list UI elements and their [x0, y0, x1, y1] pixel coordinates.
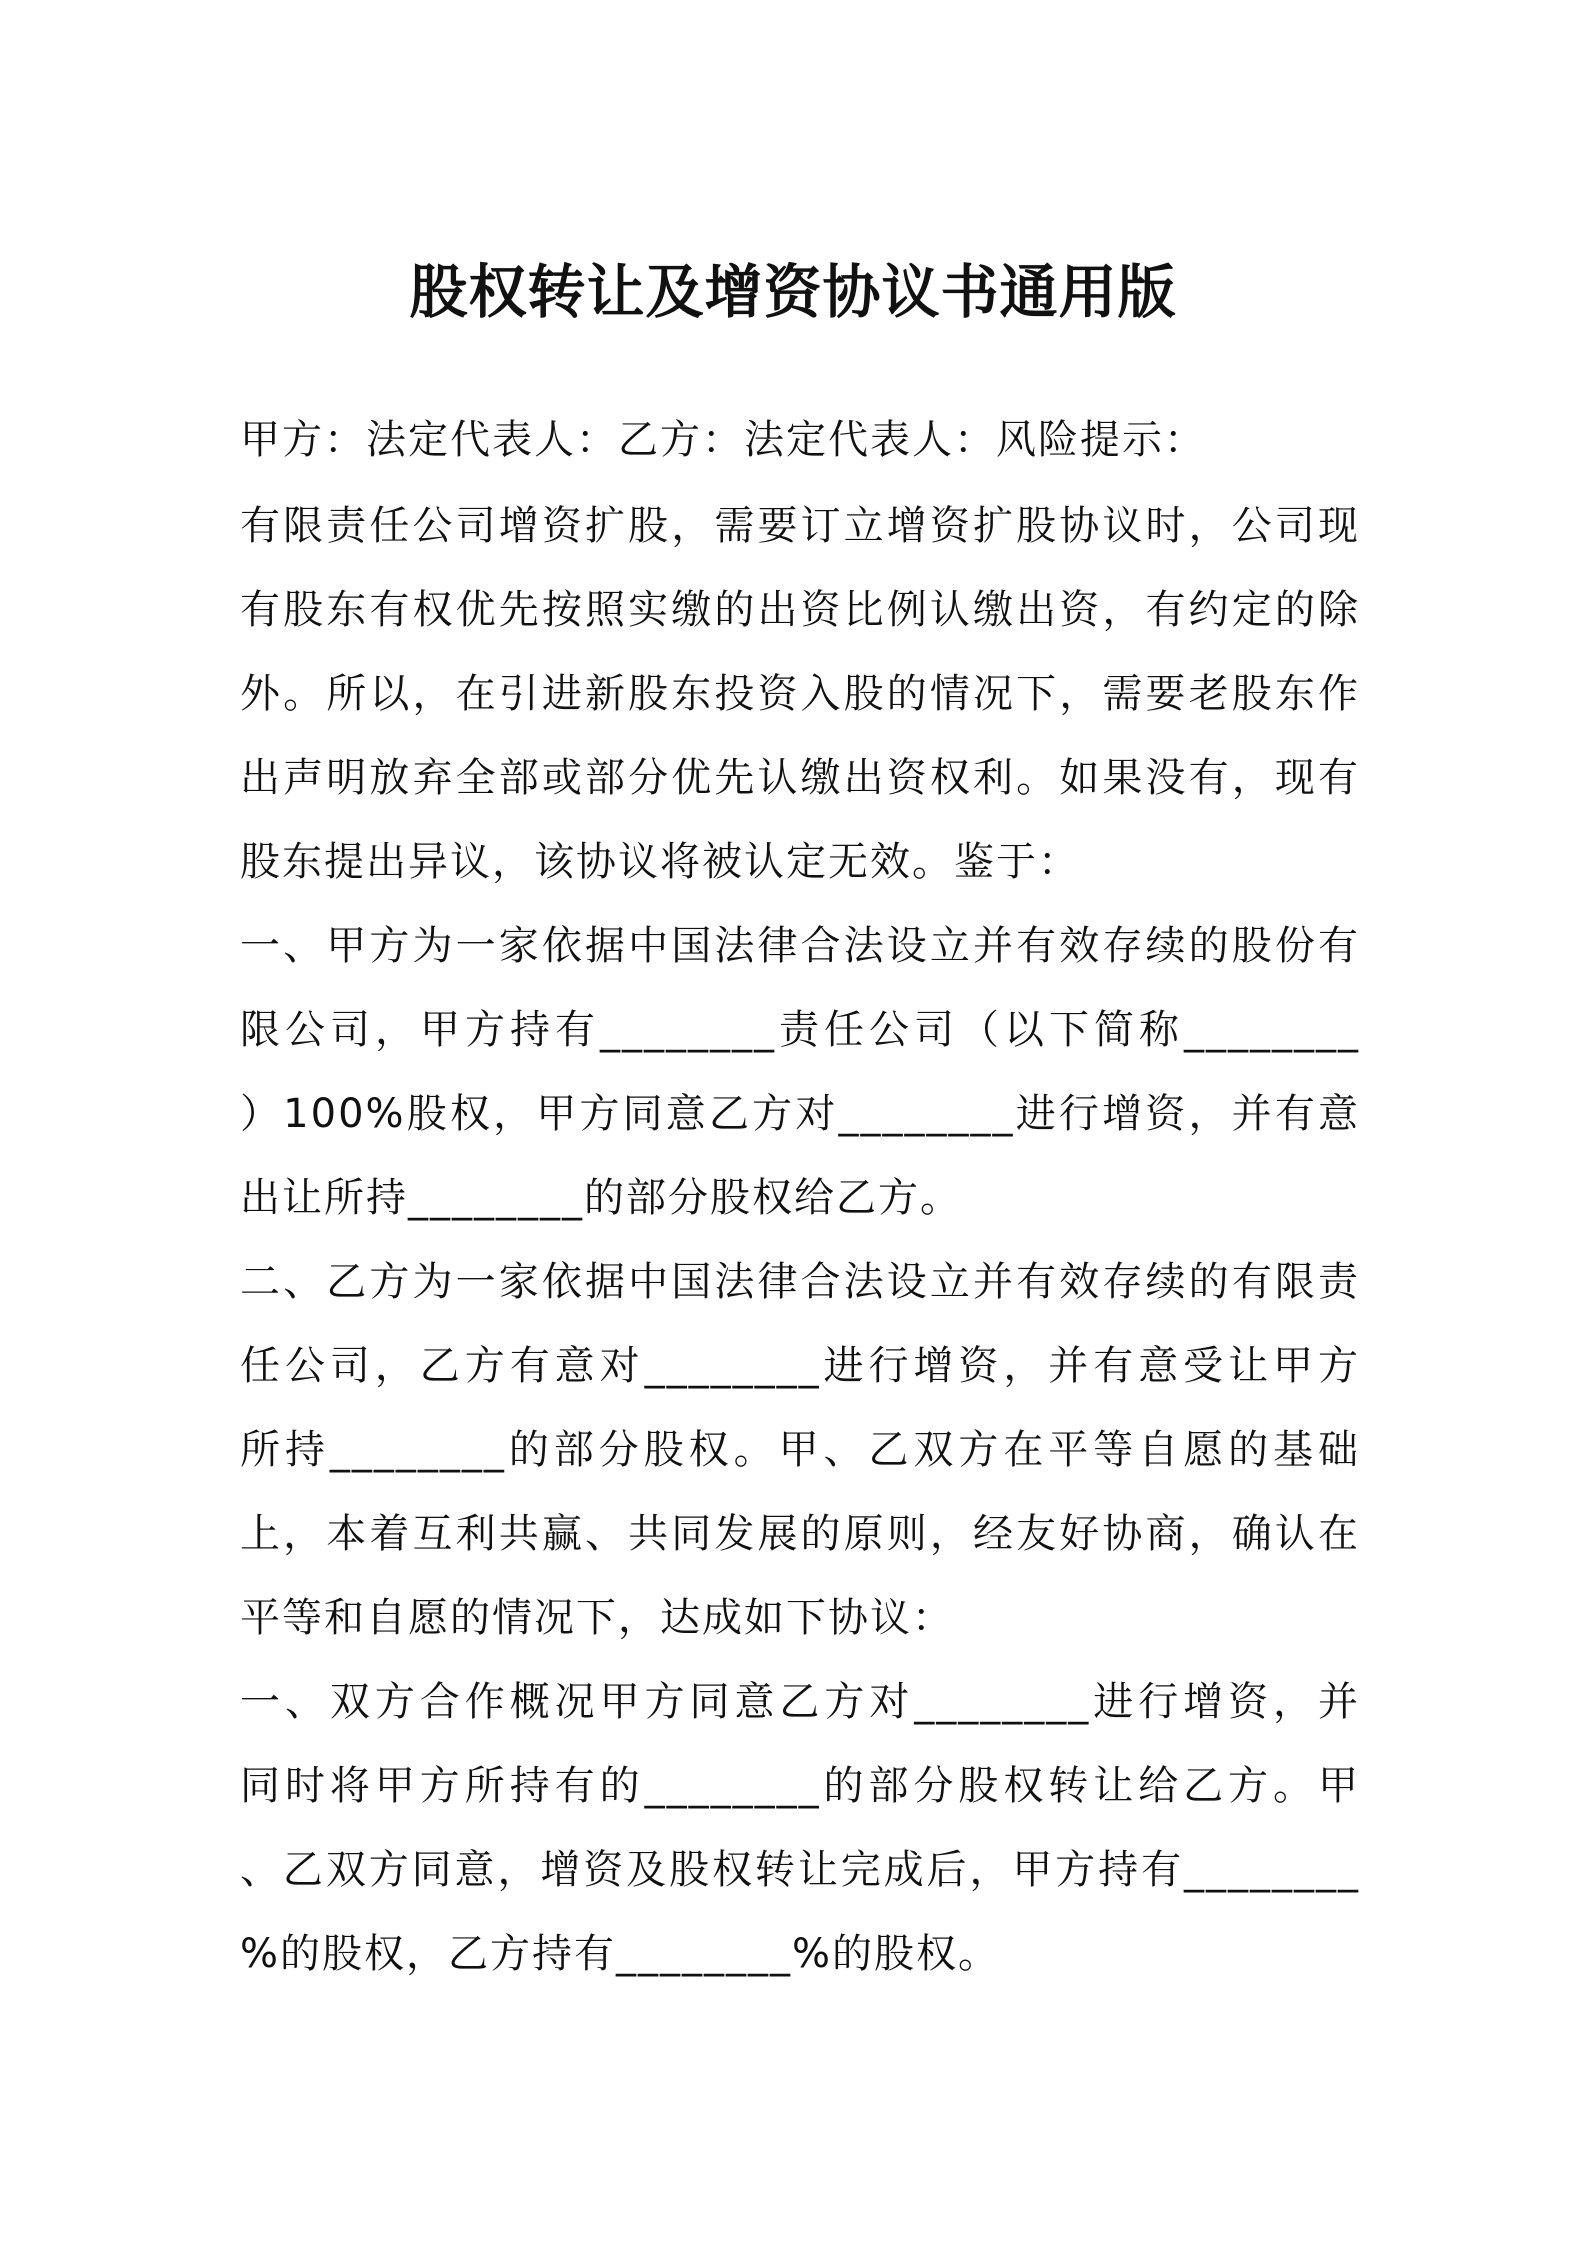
body-line: ）100%股权，甲方同意乙方对________进行增资，并有意: [240, 1091, 1360, 1137]
body-line: 外。所以，在引进新股东投资入股的情况下，需要老股东作: [240, 671, 1360, 717]
body-line: 出声明放弃全部或部分优先认缴出资权利。如果没有，现有: [240, 755, 1360, 801]
header-parties-line: 甲方：法定代表人：乙方：法定代表人：风险提示：: [240, 417, 1206, 463]
body-line: 平等和自愿的情况下，达成如下协议：: [240, 1595, 954, 1641]
body-line: %的股权，乙方持有________%的股权。: [240, 1931, 1001, 1977]
body-line: 一、双方合作概况甲方同意乙方对________进行增资，并: [240, 1679, 1360, 1725]
body-line: 二、乙方为一家依据中国法律合法设立并有效存续的有限责: [240, 1259, 1360, 1305]
body-line: 所持________的部分股权。甲、乙双方在平等自愿的基础: [240, 1427, 1360, 1473]
body-line: 上，本着互利共赢、共同发展的原则，经友好协商，确认在: [240, 1511, 1360, 1557]
body-line: 有股东有权优先按照实缴的出资比例认缴出资，有约定的除: [240, 587, 1360, 633]
body-line: 有限责任公司增资扩股，需要订立增资扩股协议时，公司现: [240, 503, 1360, 549]
body-line: 同时将甲方所持有的________的部分股权转让给乙方。甲: [240, 1763, 1360, 1809]
body-line: 一、甲方为一家依据中国法律合法设立并有效存续的股份有: [240, 923, 1360, 969]
body-line: 限公司，甲方持有________责任公司（以下简称________: [240, 1007, 1360, 1053]
body-line: 任公司，乙方有意对________进行增资，并有意受让甲方: [240, 1343, 1360, 1389]
body-line: 股东提出异议，该协议将被认定无效。鉴于：: [240, 839, 1080, 885]
body-line: 出让所持________的部分股权给乙方。: [240, 1175, 962, 1221]
body-line: 、乙双方同意，增资及股权转让完成后，甲方持有________: [240, 1847, 1360, 1893]
document-title: 股权转让及增资协议书通用版: [409, 258, 1177, 326]
